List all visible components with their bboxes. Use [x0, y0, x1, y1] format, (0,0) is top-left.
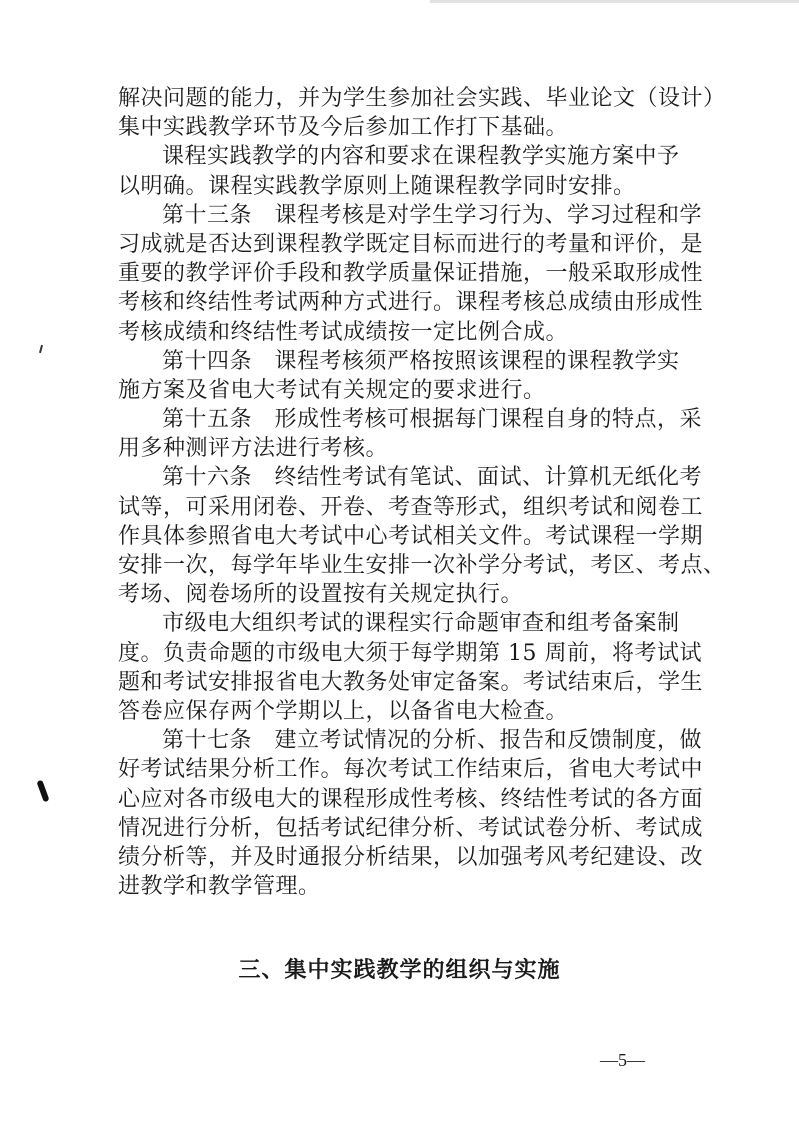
text-line: 课程实践教学的内容和要求在课程教学实施方案中予: [162, 144, 680, 170]
text-line: 用多种测评方法进行考核。: [118, 436, 389, 462]
scan-edge-shadow: [430, 0, 799, 3]
text-line: 考场、阅卷场所的设置按有关规定执行。: [118, 582, 524, 608]
text-line: 第十五条 形成性考核可根据每门课程自身的特点，采: [162, 407, 703, 433]
text-line: 考核和终结性考试两种方式进行。课程考核总成绩由形成性: [118, 290, 704, 316]
text-line: 考核成绩和终结性考试成绩按一定比例合成。: [118, 319, 569, 345]
text-line: 好考试结果分析工作。每次考试工作结束后，省电大考试中: [118, 757, 704, 783]
text-line: 作具体参照省电大考试中心考试相关文件。考试课程一学期: [118, 523, 704, 549]
text-line: 情况进行分析，包括考试纪律分析、考试试卷分析、考试成: [118, 815, 704, 841]
text-line: 市级电大组织考试的课程实行命题审查和组考备案制: [162, 611, 680, 637]
text-line: 绩分析等，并及时通报分析结果，以加强考风考纪建设、改: [118, 844, 704, 870]
text-line: 解决问题的能力，并为学生参加社会实践、毕业论文（设计）: [118, 86, 726, 111]
section-heading: 三、集中实践教学的组织与实施: [238, 958, 561, 983]
text-line: 以明确。课程实践教学原则上随课程教学同时安排。: [118, 173, 636, 199]
text-line: 施方案及省电大考试有关规定的要求进行。: [118, 377, 546, 403]
text-line: 第十三条 课程考核是对学生学习行为、学习过程和学: [162, 202, 703, 228]
text-line: 第十六条 终结性考试有笔试、面试、计算机无纸化考: [162, 465, 703, 491]
text-line: 度。负责命题的市级电大须于每学期第 15 周前，将考试试: [118, 640, 702, 666]
text-line: 题和考试安排报省电大教务处审定备案。考试结束后，学生: [118, 669, 704, 695]
scan-artifact-mark: [39, 345, 43, 353]
text-line: 答卷应保存两个学期以上，以备省电大检查。: [118, 698, 569, 724]
scan-artifact-mark: [36, 780, 49, 803]
text-line: 心应对各市级电大的课程形成性考核、终结性考试的各方面: [118, 786, 704, 812]
body-text: [118, 84, 726, 901]
text-line: 第十七条 建立考试情况的分析、报告和反馈制度，做: [162, 728, 703, 754]
text-line: 第十四条 课程考核须严格按照该课程的课程教学实: [162, 348, 680, 374]
text-line: 进教学和教学管理。: [118, 874, 321, 900]
text-line: 试等，可采用闭卷、开卷、考查等形式，组织考试和阅卷工: [118, 494, 704, 520]
text-line: 安排一次，每学年毕业生安排一次补学分考试，考区、考点、: [118, 553, 726, 578]
page-number: —5—: [600, 1050, 645, 1070]
text-line: 习成就是否达到课程教学既定目标而进行的考量和评价，是: [118, 231, 704, 257]
text-line: 集中实践教学环节及今后参加工作打下基础。: [118, 115, 569, 141]
text-line: 重要的教学评价手段和教学质量保证措施，一般采取形成性: [118, 261, 704, 287]
